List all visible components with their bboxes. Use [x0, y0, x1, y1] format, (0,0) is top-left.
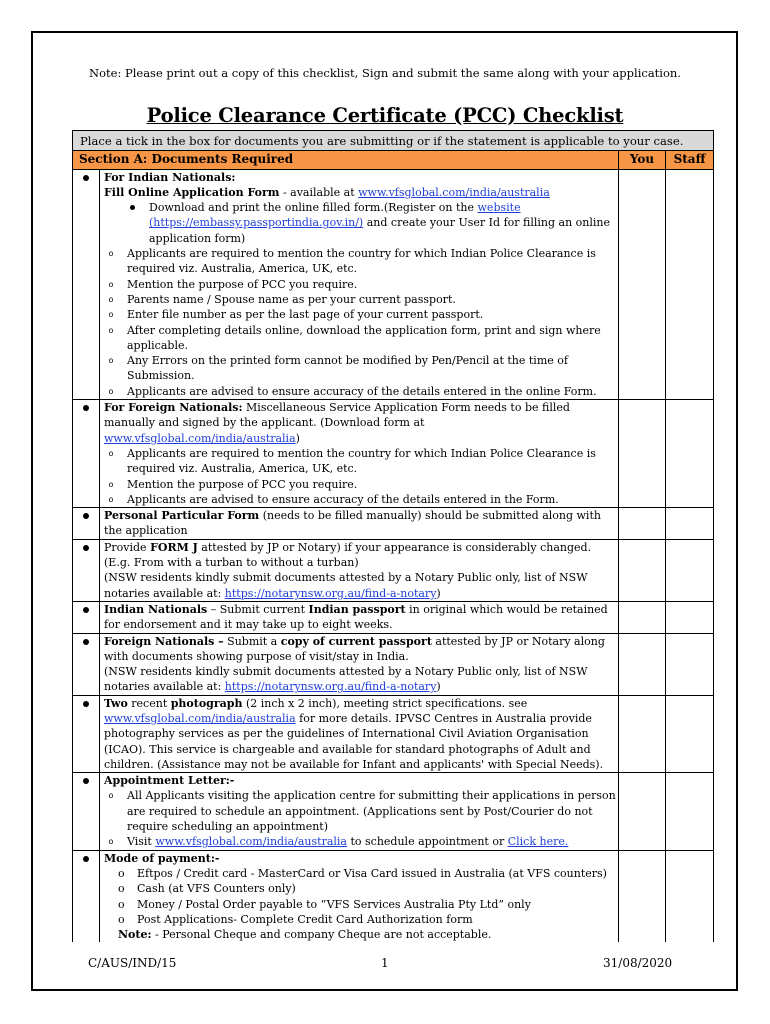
you-checkbox[interactable]	[619, 508, 666, 540]
staff-checkbox[interactable]	[666, 601, 714, 633]
circle-bullet-icon: o	[108, 791, 114, 801]
vfs-link[interactable]: www.vfsglobal.com/india/australia	[155, 835, 347, 849]
you-checkbox[interactable]	[619, 633, 666, 695]
circle-bullet-icon: o	[108, 479, 114, 489]
vfs-link[interactable]: www.vfsglobal.com/india/australia	[104, 431, 296, 445]
circle-bullet-icon: o	[108, 837, 114, 847]
bullet-icon	[83, 175, 89, 181]
bullet-icon	[83, 856, 89, 862]
item-personal-particular-form: Personal Particular Form (needs to be filled manually) should be submitted along with the application	[73, 508, 714, 540]
you-checkbox[interactable]	[619, 695, 666, 772]
item-foreign-passport: Foreign Nationals – Submit a copy of current passport attested by JP or Notary along with documents showing purpose of visit/stay in India. (NSW residents kindly submit documents attested by a Notary Public only, list of NSW notaries available at: https://notarynsw.org.au/find-a-notary)	[73, 633, 714, 695]
circle-bullet-icon: o	[118, 882, 125, 896]
print-note: Note: Please print out a copy of this checklist, Sign and submit the same along with your application.	[89, 66, 681, 80]
vfs-link[interactable]: www.vfsglobal.com/india/australia	[104, 711, 296, 725]
item-payment: Mode of payment:- o Eftpos / Credit card - MasterCard or Visa Card issued in Australia (at VFS counters) o Cash (at VFS Counters only) o Money / Postal Order payable to “VFS Services Australia Pty Ltd” only o Post Applications- Complete Credit Card Authorization form Note: - Personal Cheque and company Cheque are not acceptable.	[73, 850, 714, 942]
circle-bullet-icon: o	[118, 866, 125, 880]
you-checkbox[interactable]	[619, 850, 666, 942]
section-label: Section A: Documents Required	[73, 151, 619, 169]
circle-bullet-icon: o	[108, 386, 114, 396]
item-heading: For Foreign Nationals:	[104, 401, 243, 415]
circle-bullet-icon: o	[108, 249, 114, 259]
notary-link[interactable]: https://notarynsw.org.au/find-a-notary	[224, 680, 437, 694]
item-heading: Mode of payment:-	[104, 851, 220, 865]
item-appointment: Appointment Letter:- o All Applicants visiting the application centre for submitting their applications in person are required to schedule an appointment. (Applications sent by Post/Courier do not require scheduling an appointment) o Visit www.vfsglobal.com/india/australia to schedule appointment or Click here.	[73, 773, 714, 850]
you-checkbox[interactable]	[619, 601, 666, 633]
staff-checkbox[interactable]	[666, 508, 714, 540]
circle-bullet-icon: o	[108, 294, 114, 304]
instruction-row: Place a tick in the box for documents you are submitting or if the statement is applicable to your case.	[73, 131, 714, 151]
staff-column-header: Staff	[666, 151, 714, 169]
bullet-icon	[83, 545, 89, 551]
item-heading: Appointment Letter:-	[104, 774, 235, 788]
circle-bullet-icon: o	[108, 310, 114, 320]
circle-bullet-icon: o	[118, 912, 125, 926]
you-checkbox[interactable]	[619, 400, 666, 508]
footer-date: 31/08/2020	[603, 956, 673, 970]
circle-bullet-icon: o	[108, 279, 114, 289]
item-bold: Fill Online Application Form	[104, 185, 280, 199]
bullet-icon	[83, 513, 89, 519]
item-foreign-nationals: For Foreign Nationals: Miscellaneous Service Application Form needs to be filled manually and signed by the applicant. (Download form at www.vfsglobal.com/india/australia) o Applicants are required to mention the country for which Indian Police Clearance is required viz. Australia, America, UK, etc. o Mention the purpose of PCC you require. o Applicants are advised to ensure accuracy of the details entered in the Form.	[73, 400, 714, 508]
checklist-table	[72, 130, 714, 942]
vfs-link[interactable]: www.vfsglobal.com/india/australia	[358, 185, 550, 199]
circle-bullet-icon: o	[108, 448, 114, 458]
bullet-icon	[83, 607, 89, 613]
click-here-link[interactable]: Click here.	[507, 835, 569, 849]
bullet-icon	[130, 205, 135, 210]
passport-india-link[interactable]: (https://embassy.passportindia.gov.in/)	[149, 216, 364, 230]
staff-checkbox[interactable]	[666, 169, 714, 399]
website-link[interactable]: website	[477, 201, 521, 215]
you-checkbox[interactable]	[619, 539, 666, 601]
circle-bullet-icon: o	[108, 325, 114, 335]
footer-page-number: 1	[381, 956, 389, 970]
page-title: Police Clearance Certificate (PCC) Checklist	[146, 104, 624, 127]
item-photograph: Two recent photograph (2 inch x 2 inch), meeting strict specifications. see www.vfsglobal.com/india/australia for more details. IPVSC Centres in Australia provide photography services as per the guidelines of International Civil Aviation Organisation (ICAO). This service is chargeable and available for standard photographs of Adult and children. (Assistance may not be available for Infant and applicants' with Special Needs).	[73, 695, 714, 772]
item-form-j: Provide FORM J attested by JP or Notary) if your appearance is considerably changed. (E.g. From with a turban to without a turban) (NSW residents kindly submit documents attested by a Notary Public only, list of NSW notaries available at: https://notarynsw.org.au/find-a-notary)	[73, 539, 714, 601]
notary-link[interactable]: https://notarynsw.org.au/find-a-notary	[224, 586, 437, 600]
bullet-icon	[83, 639, 89, 645]
staff-checkbox[interactable]	[666, 633, 714, 695]
circle-bullet-icon: o	[118, 897, 125, 911]
bullet-icon	[83, 778, 89, 784]
circle-bullet-icon: o	[108, 356, 114, 366]
bullet-icon	[83, 701, 89, 707]
you-column-header: You	[619, 151, 666, 169]
staff-checkbox[interactable]	[666, 539, 714, 601]
you-checkbox[interactable]	[619, 773, 666, 850]
staff-checkbox[interactable]	[666, 400, 714, 508]
section-header	[73, 151, 714, 169]
item-heading: For Indian Nationals:	[104, 170, 236, 184]
staff-checkbox[interactable]	[666, 773, 714, 850]
circle-bullet-icon: o	[108, 494, 114, 504]
you-checkbox[interactable]	[619, 169, 666, 399]
footer-code: C/AUS/IND/15	[88, 956, 177, 970]
staff-checkbox[interactable]	[666, 695, 714, 772]
bullet-icon	[83, 405, 89, 411]
item-indian-passport: Indian Nationals – Submit current Indian passport in original which would be retained for endorsement and it may take up to eight weeks.	[73, 601, 714, 633]
staff-checkbox[interactable]	[666, 850, 714, 942]
item-indian-nationals: For Indian Nationals: Fill Online Application Form - available at www.vfsglobal.com/india/australia Download and print the online filled form.(Register on the website (https://embassy.passportindia.gov.in/) and create your User Id for filling an online application form) o Applicants are required to mention the country for which Indian Police Clearance is required viz. Australia, America, UK, etc. o Mention the purpose of PCC you require. o Parents name / Spouse name as per your current passport. o Enter file number as per the last page of your current passport. o After completing details online, download the application form, print and sign where applicable. o Any Errors on the printed form cannot be modified by Pen/Pencil at the time of Submission. o Applicants are advised to ensure accuracy of the details entered in the online Form.	[73, 169, 714, 399]
